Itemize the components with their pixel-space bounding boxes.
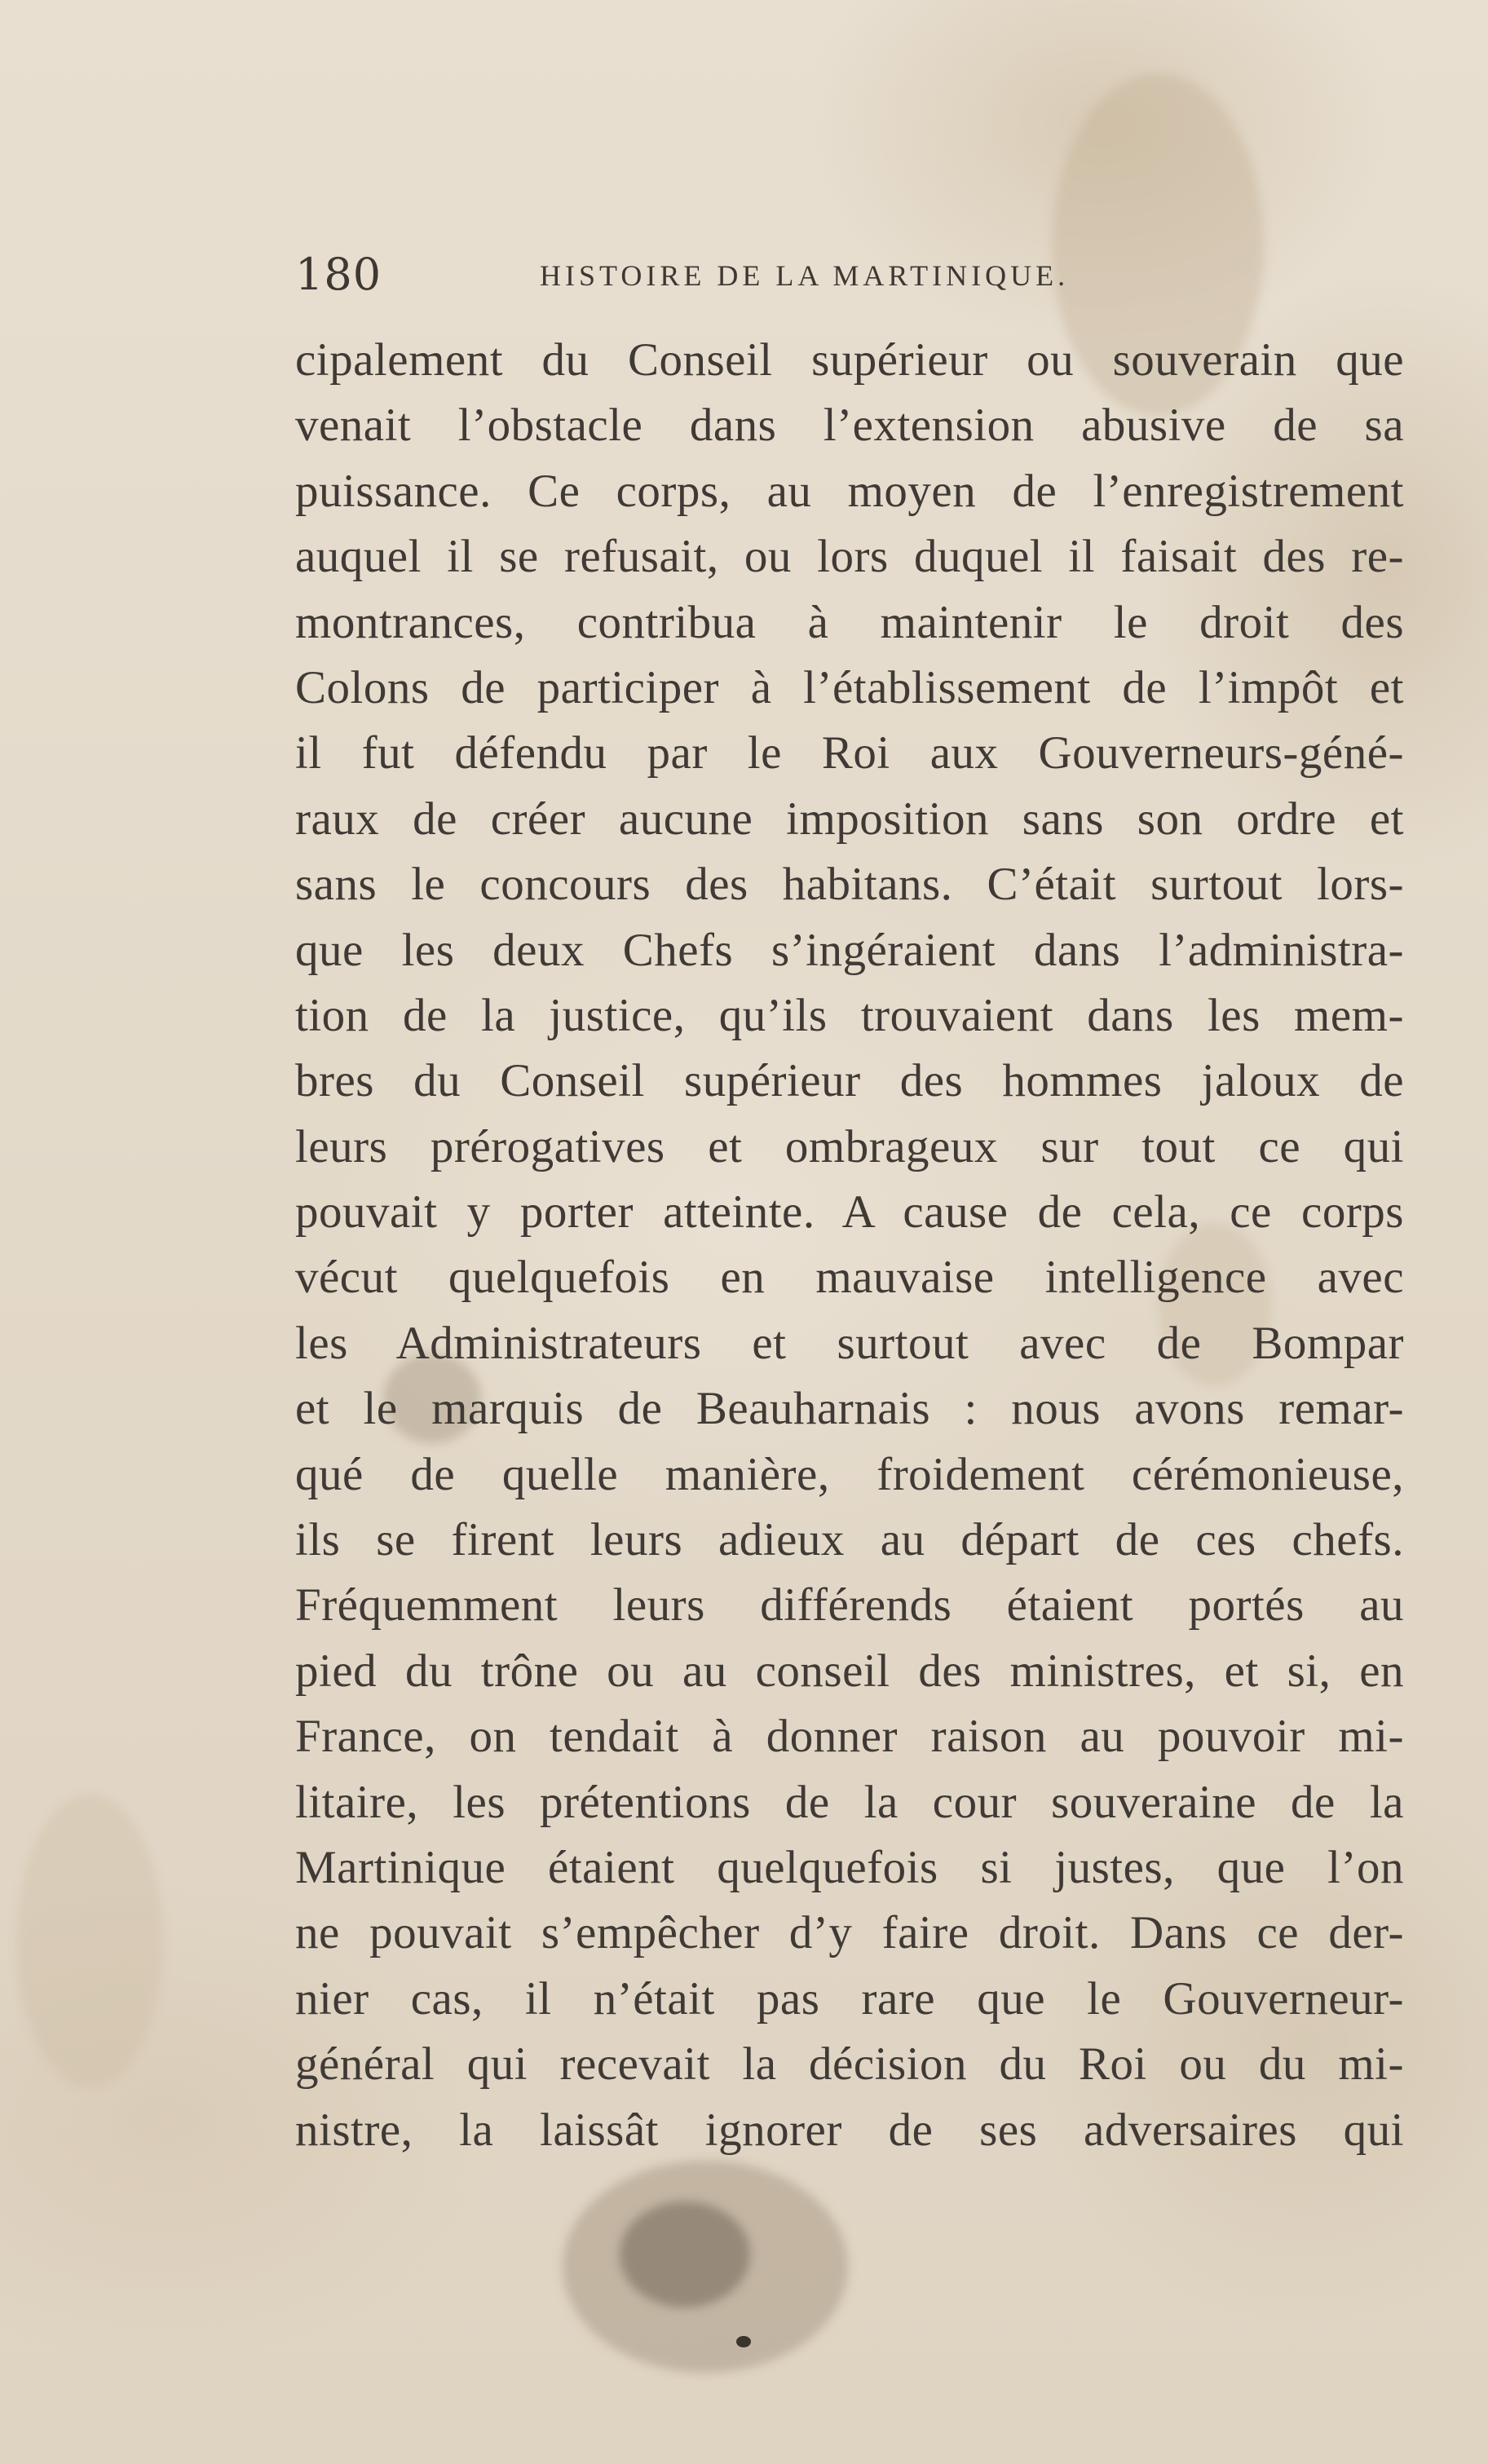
text-line: sans le concours des habitans. C’était surtout lors- — [295, 859, 1404, 911]
text-line: litaire, les prétentions de la cour souveraine de la — [295, 1776, 1404, 1828]
text-line: les Administrateurs et surtout avec de Bompar — [295, 1317, 1404, 1369]
text-line: nistre, la laissât ignorer de ses adversaires qui — [295, 2104, 1404, 2156]
text-line: montrances, contribua à maintenir le droit des — [295, 596, 1404, 648]
text-line: pied du trône ou au conseil des ministres, et si, en — [295, 1645, 1404, 1697]
ink-spot — [736, 2336, 751, 2347]
running-title: HISTOIRE DE LA MARTINIQUE. — [540, 259, 1070, 292]
text-line: pouvait y porter atteinte. A cause de cela, ce corps — [295, 1186, 1404, 1239]
page-number: 180 — [295, 249, 382, 300]
text-line: bres du Conseil supérieur des hommes jaloux de — [295, 1055, 1404, 1107]
text-line: France, on tendait à donner raison au pouvoir mi- — [295, 1711, 1404, 1763]
text-line: général qui recevait la décision du Roi ou du mi- — [295, 2038, 1404, 2091]
text-line: vécut quelquefois en mauvaise intelligence avec — [295, 1252, 1404, 1304]
text-line: il fut défendu par le Roi aux Gouverneurs-géné- — [295, 727, 1404, 779]
text-line: nier cas, il n’était pas rare que le Gouverneur- — [295, 1972, 1404, 2025]
text-line: ne pouvait s’empêcher d’y faire droit. Dans ce der- — [295, 1907, 1404, 1959]
text-line: que les deux Chefs s’ingéraient dans l’administra- — [295, 924, 1404, 976]
text-line: leurs prérogatives et ombrageux sur tout ce qui — [295, 1120, 1404, 1172]
text-line: et le marquis de Beauharnais : nous avons remar- — [295, 1383, 1404, 1435]
text-line: tion de la justice, qu’ils trouvaient dans les mem- — [295, 989, 1404, 1041]
text-line: raux de créer aucune imposition sans son ordre et — [295, 793, 1404, 845]
paper-stain — [16, 1794, 163, 2087]
text-line: Fréquemment leurs différends étaient portés au — [295, 1579, 1404, 1632]
page-header — [295, 246, 1225, 303]
text-line: auquel il se refusait, ou lors duquel il faisait des re- — [295, 531, 1404, 583]
text-line: qué de quelle manière, froidement cérémonieuse, — [295, 1448, 1404, 1500]
text-line: venait l’obstacle dans l’extension abusive de sa — [295, 400, 1404, 452]
text-line: cipalement du Conseil supérieur ou souverain que — [295, 334, 1404, 386]
body-text — [295, 328, 1404, 2163]
text-line: ils se firent leurs adieux au départ de ces chefs. — [295, 1514, 1404, 1566]
text-line: Colons de participer à l’établissement de l’impôt et — [295, 661, 1404, 713]
paper-stain — [620, 2201, 750, 2307]
text-line: puissance. Ce corps, au moyen de l’enregistrement — [295, 465, 1404, 517]
text-line: Martinique étaient quelquefois si justes, que l’on — [295, 1841, 1404, 1893]
